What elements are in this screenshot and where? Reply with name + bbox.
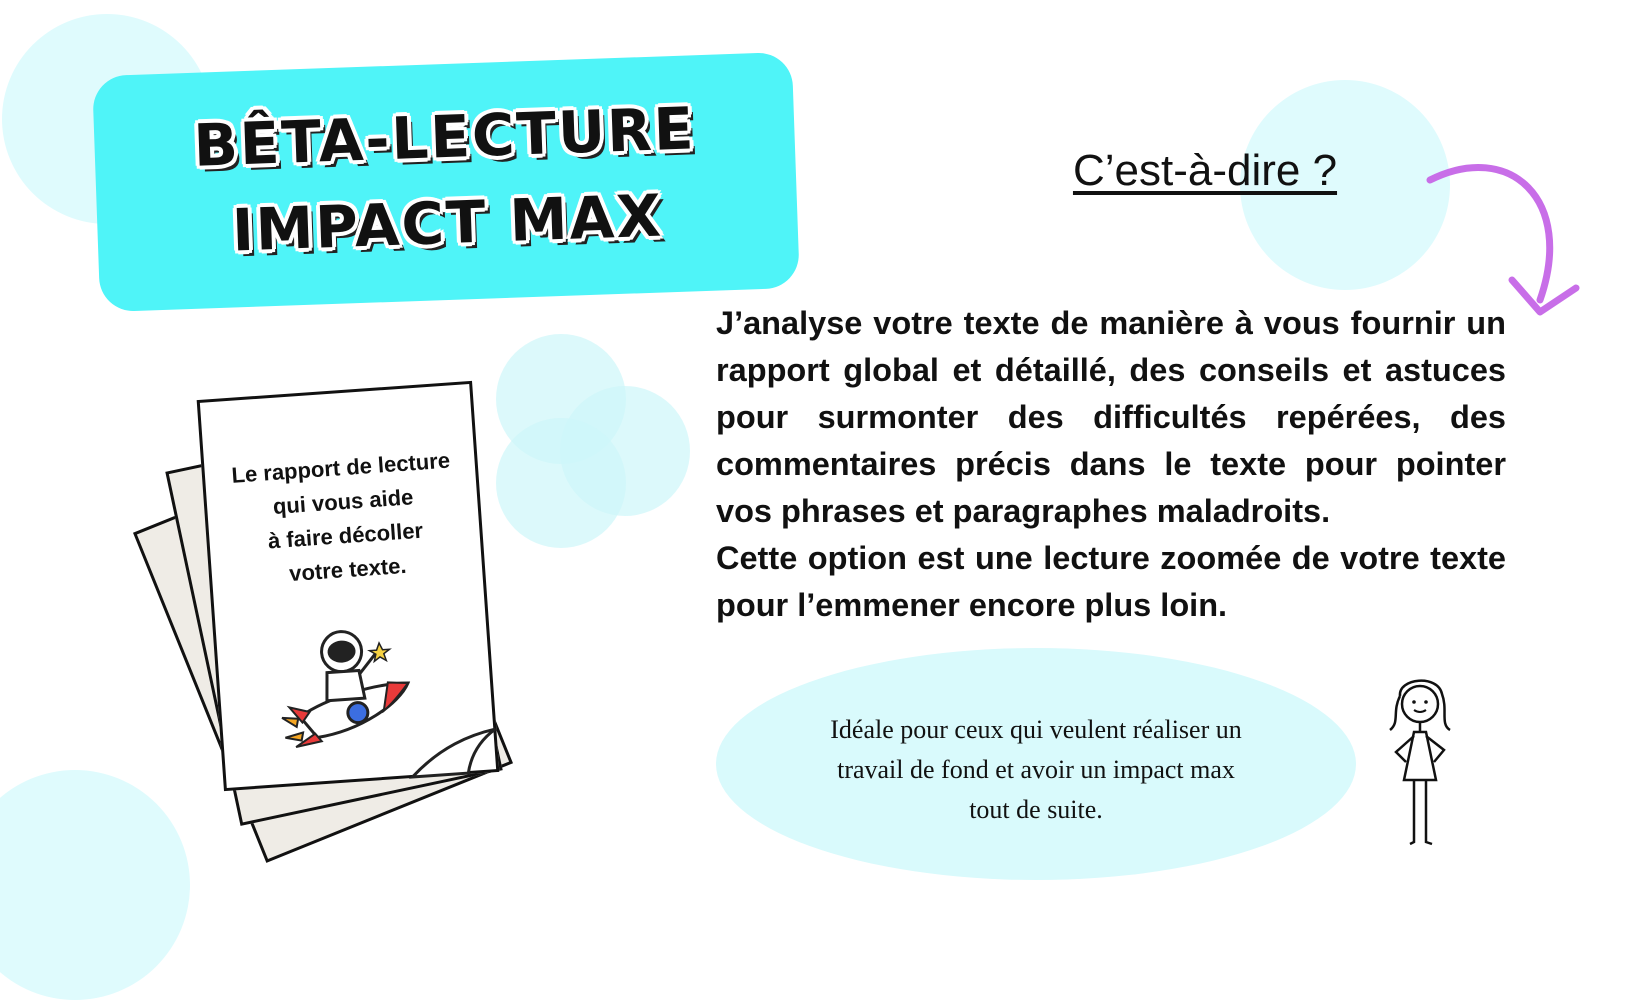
paper-line: à faire décoller (267, 517, 424, 554)
report-illustration (130, 380, 530, 840)
note-line: tout de suite. (969, 795, 1103, 824)
paper-text (212, 442, 477, 596)
page-title (93, 82, 799, 278)
section-heading: C’est-à-dire ? (1072, 146, 1338, 195)
title-line: BÊTA-LECTURE (192, 94, 697, 180)
title-line: IMPACT MAX (230, 181, 665, 265)
note-line: travail de fond et avoir un impact max (837, 755, 1235, 784)
note-text (756, 710, 1316, 830)
description (716, 300, 1506, 629)
stick-figure-icon (1370, 676, 1470, 856)
paper-line: votre texte. (288, 552, 408, 587)
description-paragraph: Cette option est une lecture zoomée de votre texte pour l’emmener encore plus loin. (716, 540, 1506, 623)
paper-front (197, 381, 500, 791)
paper-line: Le rapport de lecture (230, 447, 451, 488)
paper-line: qui vous aide (272, 484, 415, 520)
note-line: Idéale pour ceux qui veulent réaliser un (830, 715, 1242, 744)
page-curl-icon (396, 683, 502, 780)
description-paragraph: J’analyse votre texte de manière à vous fournir un rapport global et détaillé, des conseils et astuces pour surmonter des difficultés repérées, des commentaires précis dans le texte pour pointer vos phrases et paragraphes maladroits. (716, 305, 1506, 529)
